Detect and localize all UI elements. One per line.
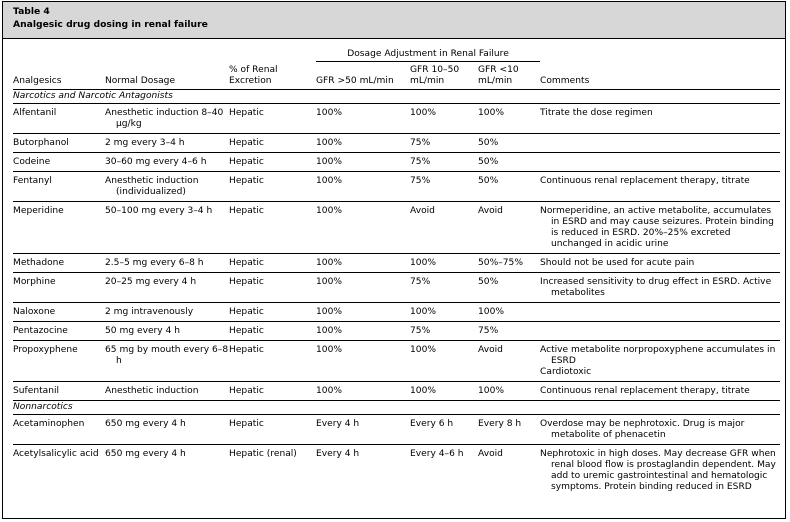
cell-gfr-over-50	[316, 172, 410, 202]
renal-excretion-text: Hepatic	[229, 157, 264, 167]
gfr-10-50-text: Every 6 h	[410, 419, 454, 429]
gfr-10-50-text: 75%	[410, 138, 431, 148]
cell-gfr-10-50	[410, 341, 478, 382]
gfr-10-50-text: Every 4–6 h	[410, 449, 464, 459]
cell-renal-excretion	[229, 172, 316, 202]
gfr-over-50-text: Every 4 h	[316, 419, 360, 429]
cell-normal-dosage	[105, 254, 229, 273]
cell-gfr-over-50	[316, 202, 410, 254]
cell-comments	[540, 254, 780, 273]
renal-excretion-text: Hepatic	[229, 258, 264, 268]
gfr-10-50-text: 100%	[410, 345, 436, 355]
cell-normal-dosage	[105, 303, 229, 322]
column-header-comments: Comments	[540, 62, 780, 90]
gfr-over-50-text: 100%	[316, 108, 342, 118]
gfr-over-50-text: 100%	[316, 307, 342, 317]
cell-drug-name	[13, 172, 105, 202]
comments-text: Overdose may be nephrotoxic. Drug is major metabolite of phenacetin	[540, 419, 745, 440]
cell-gfr-under-10	[478, 303, 540, 322]
dosing-table	[13, 40, 780, 496]
cell-normal-dosage	[105, 134, 229, 153]
gfr-over-50-text: 100%	[316, 326, 342, 336]
normal-dosage-text: 2 mg intravenously	[105, 307, 194, 317]
drug-name-text: Meperidine	[13, 206, 64, 216]
comments-extra-text: Cardiotoxic	[540, 367, 592, 377]
gfr-under-10-text: Avoid	[478, 449, 503, 459]
cell-gfr-10-50	[410, 172, 478, 202]
cell-renal-excretion	[229, 134, 316, 153]
gfr-under-10-text: 50%	[478, 277, 499, 287]
cell-gfr-over-50	[316, 445, 410, 497]
cell-normal-dosage	[105, 273, 229, 303]
drug-name-text: Acetylsalicylic acid	[13, 449, 99, 459]
table-row	[13, 415, 780, 445]
table-row	[13, 445, 780, 497]
gfr-over-50-text: 100%	[316, 206, 342, 216]
column-header-normal-dosage: Normal Dosage	[105, 62, 229, 90]
comments-text: Normeperidine, an active metabolite, accumulates in ESRD and may cause seizures. Protein binding is reduced in ESRD. 20%–25% excreted unchanged in acidic urine	[540, 206, 774, 249]
cell-renal-excretion	[229, 104, 316, 134]
gfr-10-50-text: 75%	[410, 157, 431, 167]
cell-normal-dosage	[105, 382, 229, 401]
drug-name-text: Codeine	[13, 157, 51, 167]
renal-excretion-text: Hepatic	[229, 176, 264, 186]
cell-gfr-over-50	[316, 341, 410, 382]
cell-drug-name	[13, 254, 105, 273]
cell-drug-name	[13, 322, 105, 341]
cell-normal-dosage	[105, 322, 229, 341]
section-header-row	[13, 90, 780, 104]
cell-renal-excretion	[229, 341, 316, 382]
cell-drug-name	[13, 415, 105, 445]
normal-dosage-text: Anesthetic induction (individualized)	[105, 176, 199, 197]
cell-gfr-10-50	[410, 382, 478, 401]
cell-comments	[540, 172, 780, 202]
gfr-under-10-text: Every 8 h	[478, 419, 522, 429]
comments-text: Active metabolite norpropoxyphene accumulates in ESRD	[540, 345, 776, 366]
cell-comments	[540, 382, 780, 401]
cell-comments	[540, 104, 780, 134]
cell-gfr-10-50	[410, 445, 478, 497]
section-header-row	[13, 401, 780, 415]
table-frame	[2, 1, 786, 519]
cell-gfr-over-50	[316, 415, 410, 445]
table-row	[13, 104, 780, 134]
gfr-under-10-text: Avoid	[478, 345, 503, 355]
table-row	[13, 254, 780, 273]
renal-excretion-text: Hepatic	[229, 277, 264, 287]
cell-normal-dosage	[105, 445, 229, 497]
cell-gfr-under-10	[478, 341, 540, 382]
cell-gfr-under-10	[478, 134, 540, 153]
group-header-dosage-adjustment: Dosage Adjustment in Renal Failure	[316, 40, 540, 62]
column-header-gfr-10-50: GFR 10–50 mL/min	[410, 62, 478, 90]
cell-gfr-under-10	[478, 445, 540, 497]
cell-gfr-under-10	[478, 202, 540, 254]
table-row	[13, 382, 780, 401]
cell-renal-excretion	[229, 322, 316, 341]
comments-text: Should not be used for acute pain	[540, 258, 695, 268]
normal-dosage-text: 30–60 mg every 4–6 h	[105, 157, 207, 167]
renal-excretion-text: Hepatic	[229, 345, 264, 355]
renal-excretion-text: Hepatic	[229, 326, 264, 336]
cell-comments	[540, 303, 780, 322]
cell-comments	[540, 341, 780, 382]
cell-gfr-under-10	[478, 322, 540, 341]
cell-gfr-over-50	[316, 273, 410, 303]
renal-excretion-text: Hepatic	[229, 307, 264, 317]
cell-gfr-over-50	[316, 254, 410, 273]
drug-name-text: Butorphanol	[13, 138, 69, 148]
table-title-bar	[3, 2, 785, 39]
cell-renal-excretion	[229, 153, 316, 172]
gfr-under-10-text: 50%	[478, 157, 499, 167]
table-label: Table 4	[13, 6, 50, 17]
cell-renal-excretion	[229, 254, 316, 273]
renal-excretion-text: Hepatic	[229, 386, 264, 396]
cell-gfr-over-50	[316, 303, 410, 322]
cell-gfr-10-50	[410, 134, 478, 153]
group-header-row	[13, 40, 780, 62]
cell-gfr-under-10	[478, 273, 540, 303]
cell-comments	[540, 445, 780, 497]
cell-comments	[540, 322, 780, 341]
cell-renal-excretion	[229, 445, 316, 497]
drug-name-text: Propoxyphene	[13, 345, 78, 355]
drug-name-text: Pentazocine	[13, 326, 68, 336]
cell-gfr-under-10	[478, 153, 540, 172]
column-header-row	[13, 62, 780, 90]
gfr-under-10-text: 75%	[478, 326, 499, 336]
cell-normal-dosage	[105, 415, 229, 445]
cell-gfr-10-50	[410, 322, 478, 341]
cell-drug-name	[13, 341, 105, 382]
cell-normal-dosage	[105, 153, 229, 172]
cell-drug-name	[13, 153, 105, 172]
table-row	[13, 153, 780, 172]
cell-gfr-under-10	[478, 104, 540, 134]
cell-drug-name	[13, 303, 105, 322]
cell-gfr-10-50	[410, 202, 478, 254]
cell-renal-excretion	[229, 273, 316, 303]
drug-name-text: Alfentanil	[13, 108, 57, 118]
cell-comments	[540, 202, 780, 254]
table-row	[13, 134, 780, 153]
gfr-under-10-text: 50%	[478, 138, 499, 148]
cell-comments	[540, 273, 780, 303]
normal-dosage-text: 650 mg every 4 h	[105, 419, 186, 429]
cell-normal-dosage	[105, 341, 229, 382]
comments-text: Increased sensitivity to drug effect in ESRD. Active metabolites	[540, 277, 772, 298]
cell-gfr-over-50	[316, 153, 410, 172]
normal-dosage-text: 2.5–5 mg every 6–8 h	[105, 258, 204, 268]
cell-drug-name	[13, 202, 105, 254]
cell-normal-dosage	[105, 202, 229, 254]
normal-dosage-text: Anesthetic induction	[105, 386, 199, 396]
comments-text: Continuous renal replacement therapy, titrate	[540, 176, 750, 186]
drug-name-text: Fentanyl	[13, 176, 52, 186]
table-row	[13, 172, 780, 202]
cell-comments	[540, 153, 780, 172]
cell-comments	[540, 415, 780, 445]
drug-name-text: Morphine	[13, 277, 56, 287]
drug-name-text: Naloxone	[13, 307, 56, 317]
gfr-over-50-text: 100%	[316, 386, 342, 396]
cell-renal-excretion	[229, 202, 316, 254]
drug-name-text: Methadone	[13, 258, 65, 268]
cell-drug-name	[13, 273, 105, 303]
table-row	[13, 303, 780, 322]
gfr-under-10-text: 100%	[478, 386, 504, 396]
gfr-10-50-text: Avoid	[410, 206, 435, 216]
cell-comments	[540, 134, 780, 153]
cell-gfr-over-50	[316, 322, 410, 341]
cell-normal-dosage	[105, 172, 229, 202]
cell-gfr-under-10	[478, 382, 540, 401]
drug-name-text: Acetaminophen	[13, 419, 85, 429]
normal-dosage-text: 50 mg every 4 h	[105, 326, 181, 336]
gfr-10-50-text: 75%	[410, 326, 431, 336]
gfr-10-50-text: 100%	[410, 258, 436, 268]
cell-renal-excretion	[229, 303, 316, 322]
table-row	[13, 202, 780, 254]
gfr-over-50-text: 100%	[316, 138, 342, 148]
table-row	[13, 341, 780, 382]
gfr-over-50-text: 100%	[316, 157, 342, 167]
section-title: Narcotics and Narcotic Antagonists	[13, 90, 780, 104]
renal-excretion-text: Hepatic	[229, 419, 264, 429]
renal-excretion-text: Hepatic	[229, 138, 264, 148]
column-header-analgesics: Analgesics	[13, 62, 105, 90]
cell-gfr-over-50	[316, 382, 410, 401]
gfr-over-50-text: 100%	[316, 345, 342, 355]
column-header-renal-excretion: % of Renal Excretion	[229, 62, 316, 90]
column-header-gfr-over-50: GFR >50 mL/min	[316, 62, 410, 90]
cell-renal-excretion	[229, 382, 316, 401]
cell-gfr-under-10	[478, 254, 540, 273]
gfr-over-50-text: 100%	[316, 258, 342, 268]
renal-excretion-text: Hepatic	[229, 206, 264, 216]
cell-gfr-10-50	[410, 303, 478, 322]
cell-drug-name	[13, 104, 105, 134]
cell-gfr-10-50	[410, 415, 478, 445]
table-row	[13, 322, 780, 341]
cell-drug-name	[13, 445, 105, 497]
normal-dosage-text: 2 mg every 3–4 h	[105, 138, 185, 148]
gfr-under-10-text: Avoid	[478, 206, 503, 216]
cell-gfr-over-50	[316, 104, 410, 134]
renal-excretion-text: Hepatic (renal)	[229, 449, 297, 459]
cell-gfr-10-50	[410, 254, 478, 273]
gfr-over-50-text: Every 4 h	[316, 449, 360, 459]
gfr-10-50-text: 75%	[410, 277, 431, 287]
comments-text: Nephrotoxic in high doses. May decrease GFR when renal blood flow is prostaglandin dependent. May add to uremic gastrointestinal and hematologic symptoms. Protein binding reduced in ESRD	[540, 449, 776, 492]
cell-gfr-over-50	[316, 134, 410, 153]
cell-gfr-under-10	[478, 415, 540, 445]
cell-gfr-10-50	[410, 153, 478, 172]
section-title: Nonnarcotics	[13, 401, 780, 415]
cell-renal-excretion	[229, 415, 316, 445]
gfr-under-10-text: 100%	[478, 307, 504, 317]
cell-gfr-under-10	[478, 172, 540, 202]
gfr-under-10-text: 50%–75%	[478, 258, 523, 268]
gfr-over-50-text: 100%	[316, 176, 342, 186]
table-row	[13, 273, 780, 303]
gfr-10-50-text: 100%	[410, 108, 436, 118]
gfr-10-50-text: 75%	[410, 176, 431, 186]
renal-excretion-text: Hepatic	[229, 108, 264, 118]
cell-normal-dosage	[105, 104, 229, 134]
cell-gfr-10-50	[410, 273, 478, 303]
comments-text: Continuous renal replacement therapy, titrate	[540, 386, 750, 396]
cell-drug-name	[13, 382, 105, 401]
normal-dosage-text: 650 mg every 4 h	[105, 449, 186, 459]
cell-drug-name	[13, 134, 105, 153]
normal-dosage-text: 65 mg by mouth every 6–8 h	[105, 345, 229, 366]
normal-dosage-text: 20–25 mg every 4 h	[105, 277, 197, 287]
drug-name-text: Sufentanil	[13, 386, 60, 396]
gfr-under-10-text: 100%	[478, 108, 504, 118]
gfr-10-50-text: 100%	[410, 307, 436, 317]
gfr-under-10-text: 50%	[478, 176, 499, 186]
comments-text: Titrate the dose regimen	[540, 108, 653, 118]
gfr-10-50-text: 100%	[410, 386, 436, 396]
cell-gfr-10-50	[410, 104, 478, 134]
table-caption: Analgesic drug dosing in renal failure	[13, 19, 208, 30]
normal-dosage-text: 50–100 mg every 3–4 h	[105, 206, 213, 216]
normal-dosage-text: Anesthetic induction 8–40 µg/kg	[105, 108, 224, 129]
gfr-over-50-text: 100%	[316, 277, 342, 287]
column-header-gfr-under-10: GFR <10 mL/min	[478, 62, 540, 90]
